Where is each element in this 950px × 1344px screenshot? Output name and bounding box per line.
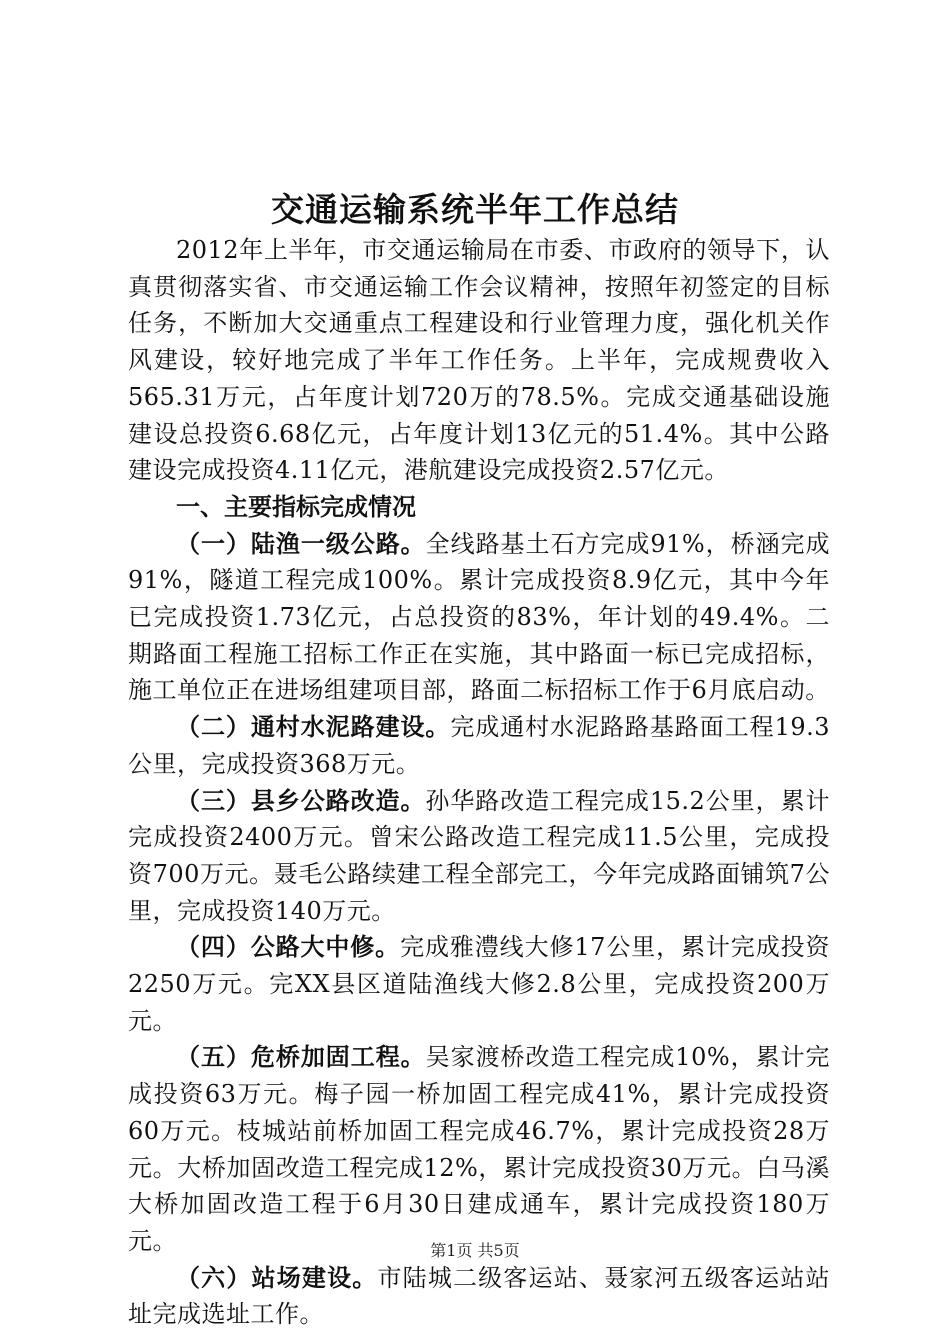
item-paragraph-3	[128, 783, 830, 930]
item-paragraph-5	[128, 1039, 830, 1259]
item-lead: （一）陆渔一级公路。	[176, 529, 426, 558]
item-text: 孙华路改造工程完成15.2公里，累计完成投资2400万元。曾宋公路改造工程完成11.5公里，完成投资700万元。聂毛公路续建工程全部完工，今年完成路面铺筑7公里，完成投资140万元。	[128, 786, 831, 925]
document-body	[128, 232, 830, 1333]
item-lead: （三）县乡公路改造。	[176, 786, 426, 815]
item-paragraph-6	[128, 1260, 830, 1333]
item-text: 完成通村水泥路路基路面工程19.3公里，完成投资368万元。	[128, 713, 831, 778]
item-lead: （四）公路大中修。	[176, 933, 401, 962]
item-lead: （五）危桥加固工程。	[176, 1043, 426, 1072]
item-text: 市陆城二级客运站、聂家河五级客运站站址完成选址工作。	[128, 1263, 831, 1329]
item-text: 全线路基土石方完成91%，桥涵完成91%，隧道工程完成100%。累计完成投资8.9亿元，其中今年已完成投资1.73亿元，占总投资的83%，年计划的49.4%。二期路面工程施工招标工作正在实施，其中路面一标已完成招标，施工单位正在进场组建项目部，路面二标招标工作于6月底启动。	[128, 529, 831, 705]
page-footer: 第1页 共5页	[430, 1241, 520, 1260]
item-lead: （六）站场建设。	[176, 1263, 378, 1292]
item-lead: （二）通村水泥路建设。	[176, 713, 451, 742]
document-title: 交通运输系统半年工作总结	[271, 190, 679, 229]
item-paragraph-4	[128, 929, 830, 1039]
section-heading: 一、主要指标完成情况	[176, 492, 416, 521]
item-paragraph-1	[128, 526, 830, 710]
item-paragraph-2	[128, 709, 830, 782]
intro-paragraph: 2012年上半年，市交通运输局在市委、市政府的领导下，认真贯彻落实省、市交通运输工作会议精神，按照年初签定的目标任务，不断加大交通重点工程建设和行业管理力度，强化机关作风建设，较好地完成了半年工作任务。上半年，完成规费收入565.31万元，占年度计划720万的78.5%。完成交通基础设施建设总投资6.68亿元，占年度计划13亿元的51.4%。其中公路建设完成投资4.11亿元，港航建设完成投资2.57亿元。	[128, 236, 830, 485]
item-text: 吴家渡桥改造工程完成10%，累计完成投资63万元。梅子园一桥加固工程完成41%，累计完成投资60万元。枝城站前桥加固工程完成46.7%，累计完成投资28万元。大桥加固改造工程完成12%，累计完成投资30万元。白马溪大桥加固改造工程于6月30日建成通车，累计完成投资180万元。	[128, 1043, 831, 1255]
item-text: 完成雅澧线大修17公里，累计完成投资2250万元。完XX县区道陆渔线大修2.8公里，完成投资200万元。	[128, 933, 831, 1035]
